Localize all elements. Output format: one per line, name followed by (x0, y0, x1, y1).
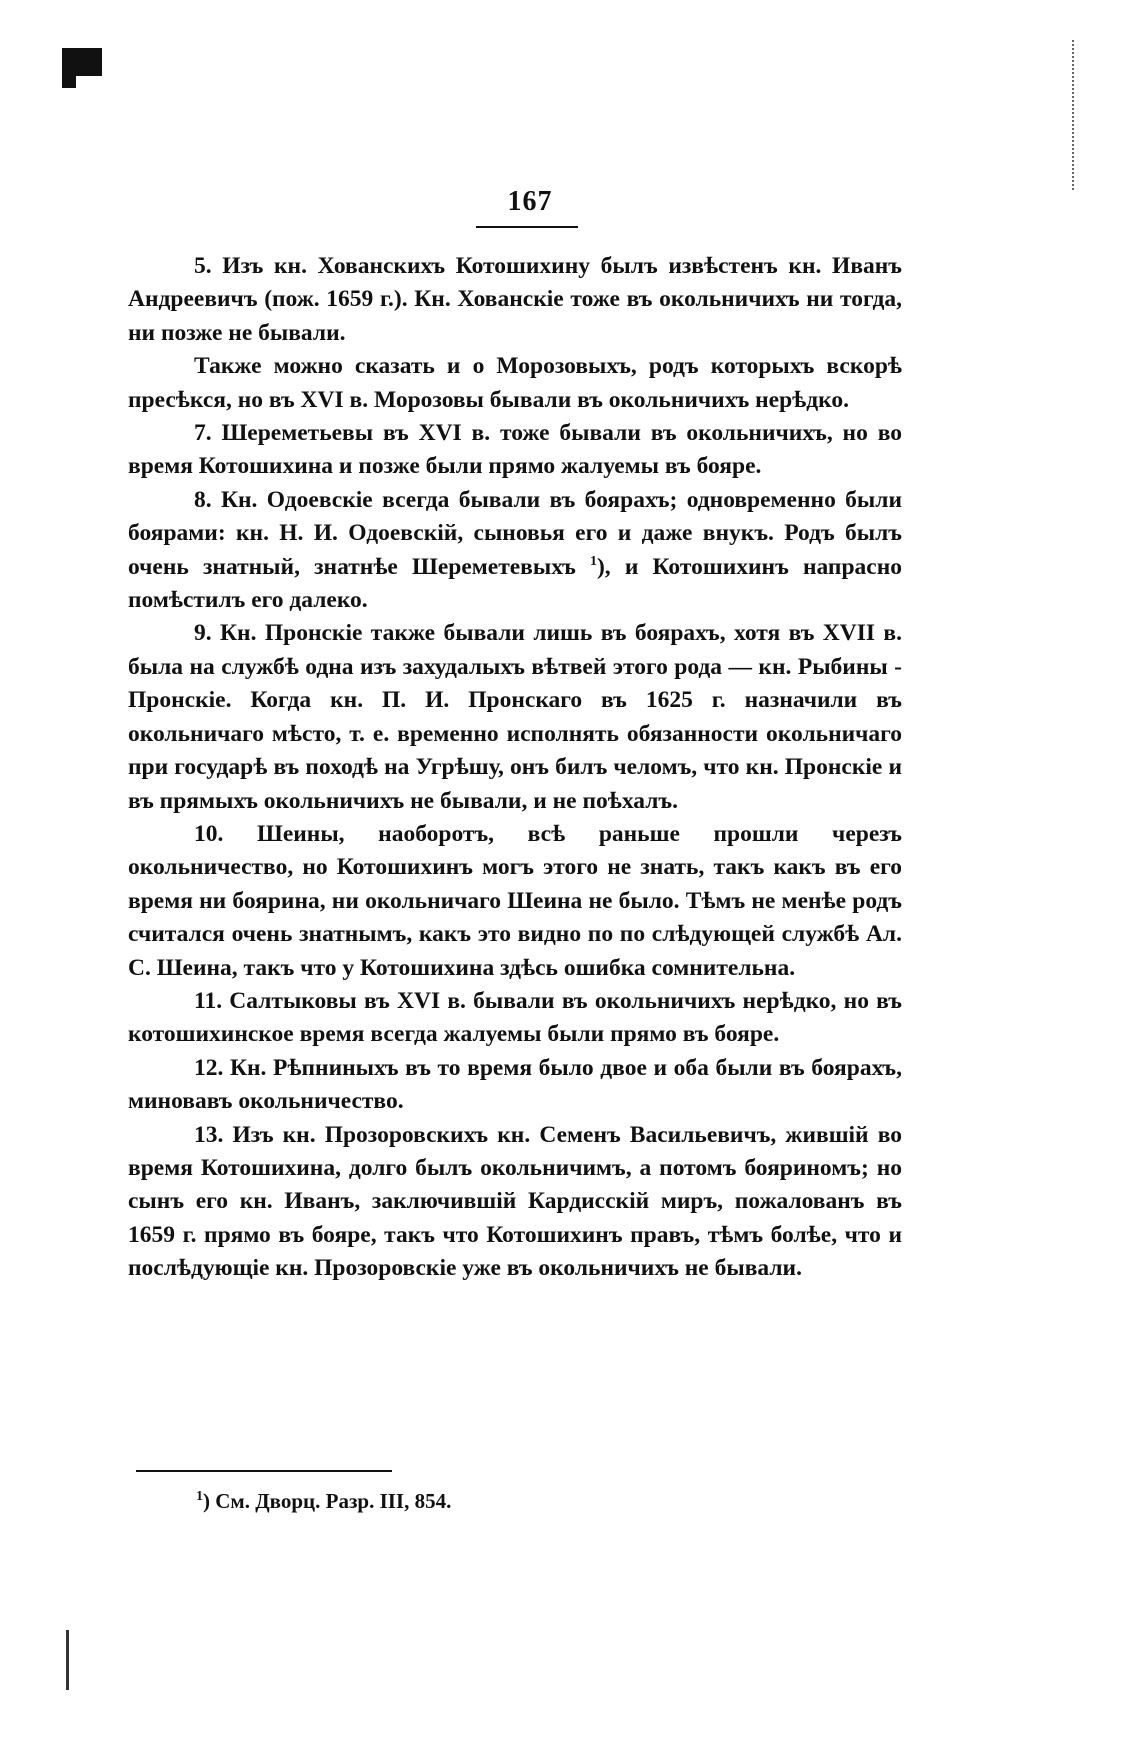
paragraph-6: Также можно сказать и о Морозовыхъ, родъ которыхъ вскорѣ пресѣкся, но въ XVI в. Морозовы бывали въ окольничихъ нерѣдко. (128, 353, 902, 413)
paragraph-5: 5. Изъ кн. Хованскихъ Котошихину былъ извѣстенъ кн. Иванъ Андреевичъ (пож. 1659 г.). Кн. Хованскіе тоже въ окольничихъ ни тогда, ни позже не бывали. (128, 253, 902, 346)
footnote-marker-paren: ) (203, 1489, 210, 1513)
page-number-rule (476, 226, 578, 228)
scan-artifact-mark (62, 62, 76, 88)
paragraph-11: 11. Салтыковы въ XVI в. бывали въ окольничихъ нерѣдко, но въ котошихинское время всегда жалуемы были прямо въ бояре. (128, 987, 902, 1048)
paragraph-12: 12. Кн. Рѣпниныхъ въ то время было двое и оба были въ боярахъ, миновавъ окольничество. (128, 1054, 902, 1115)
page-number: 167 (507, 186, 553, 217)
footnote (196, 1486, 896, 1516)
paragraph-8 (128, 484, 902, 618)
footnote-marker: 1 (196, 1489, 203, 1504)
paragraph-7: 7. Шереметьевы въ XVI в. тоже бывали въ окольничихъ, но во время Котошихина и позже были прямо жалуемы въ бояре. (128, 420, 902, 480)
scan-edge-artifact (66, 1630, 69, 1690)
footnote-separator (136, 1470, 392, 1472)
paragraph-9: 9. Кн. Пронскіе также бывали лишь въ боярахъ, хотя въ XVII в. была на службѣ одна изъ захудалыхъ вѣтвей этого рода — кн. Рыбины - Пронскіе. Когда кн. П. И. Пронскаго въ 1625 г. назначили въ окольничаго мѣсто, т. е. временно исполнять обязанности окольничаго при государѣ въ походѣ на Угрѣшу, онъ билъ челомъ, что кн. Пронскіе и въ прямыхъ окольничихъ не бывали, и не поѣхалъ. (128, 620, 902, 814)
paragraph-8-text: 8. Кн. Одоевскіе всегда бывали въ боярахъ; одновременно были боярами: кн. Н. И. Одоевскій, сыновья его и даже внукъ. Родъ былъ очень знатный, знатнѣе Шереметевыхъ (128, 486, 902, 580)
scan-edge-artifact (1072, 40, 1076, 190)
main-text (128, 250, 902, 1286)
paragraph-10: 10. Шеины, наоборотъ, всѣ раньше прошли черезъ окольничество, но Котошихинъ могъ этого не знать, такъ какъ въ его время ни боярина, ни окольничаго Шеина не было. Тѣмъ не менѣе родъ считался очень знатнымъ, какъ это видно по по слѣдующей службѣ Ал. С. Шеина, такъ что у Котошихина здѣсь ошибка сомнительна. (128, 820, 902, 981)
paragraph-13: 13. Изъ кн. Прозоровскихъ кн. Семенъ Васильевичъ, жившій во время Котошихина, долго былъ окольничимъ, а потомъ бояриномъ; но сынъ его кн. Иванъ, заключившій Кардисскій миръ, пожалованъ въ 1659 г. прямо въ бояре, такъ что Котошихинъ правъ, тѣмъ болѣе, что и послѣдующіе кн. Прозоровскіе уже въ окольничихъ не бывали. (128, 1121, 902, 1282)
footnote-text: См. Дворц. Разр. III, 854. (215, 1489, 452, 1513)
paragraph-8-tail: ), и Котошихинъ напрасно помѣстилъ его далеко. (128, 553, 903, 614)
footnote-reference: 1 (589, 553, 597, 569)
